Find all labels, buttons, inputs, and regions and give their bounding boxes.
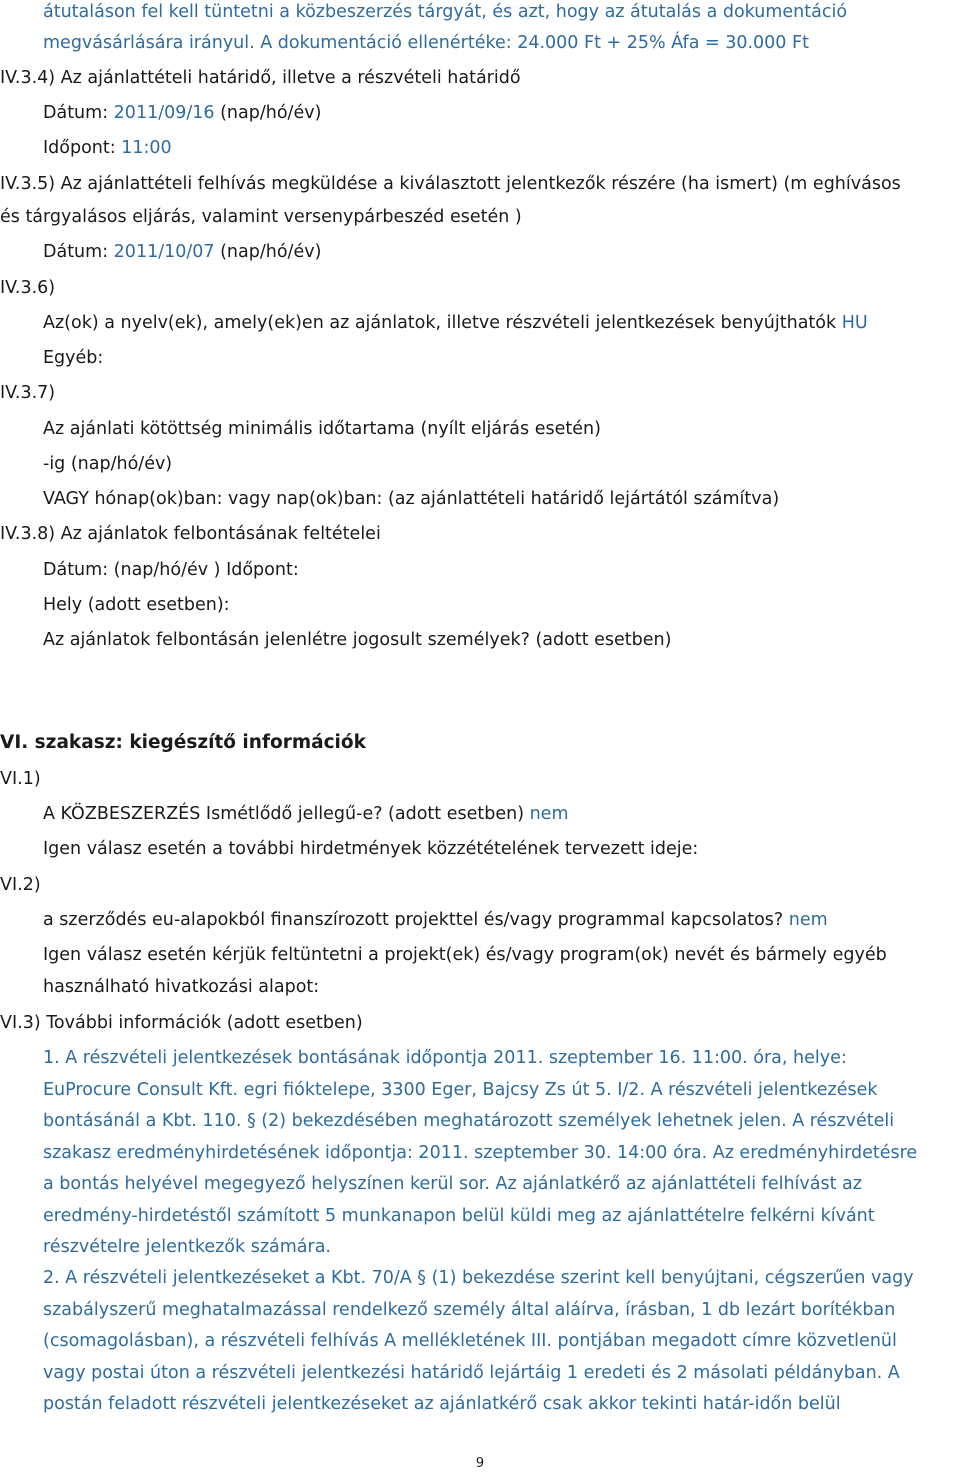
additional-info-line-4: szakasz eredményhirdetésének időpontja: 2011. szeptember 30. 14:00 óra. Az eredményhirdetésre (43, 1143, 918, 1163)
additional-info-line-6: eredmény-hirdetéstől számított 5 munkanapon belül küldi meg az ajánlattételre felkérni kívánt (43, 1206, 875, 1226)
binding-period-date: -ig (nap/hó/év) (43, 454, 173, 474)
section-vi-2-heading: VI.2) (0, 875, 41, 895)
deadline-date-row (43, 101, 321, 125)
eu-funds-question-row (43, 908, 828, 932)
additional-info-line-2: EuProcure Consult Kft. egri fióktelepe, 3300 Eger, Bajcsy Zs út 5. I/2. A részvételi jelentkezések (43, 1080, 878, 1100)
additional-info-line-9: szabályszerű meghatalmazással rendelkező személy által aláírva, írásban, 1 db lezárt borítékban (43, 1300, 896, 1320)
section-vi-3-heading: VI.3) További információk (adott esetben) (0, 1013, 363, 1033)
section-vi-heading: VI. szakasz: kiegészítő információk (0, 732, 366, 753)
page-number: 9 (475, 1456, 485, 1471)
languages-row (43, 311, 868, 335)
payment-text-line-2: megvásárlására irányul. A dokumentáció ellenértéke: 24.000 Ft + 25% Áfa = 30.000 Ft (43, 33, 809, 53)
eu-funds-followup-line-1: Igen válasz esetén kérjük feltüntetni a projekt(ek) és/vagy program(ok) nevét és bármely egyéb (43, 945, 887, 965)
languages-label: Az(ok) a nyelv(ek), amely(ek)en az ajánlatok, illetve részvételi jelentkezések benyújthatók (43, 313, 842, 333)
eu-funds-followup-line-2: használható hivatkozási alapot: (43, 977, 320, 997)
recurring-question: A KÖZBESZERZÉS Ismétlődő jellegű-e? (adott esetben) (43, 804, 530, 824)
deadline-time-value: 11:00 (121, 138, 172, 158)
section-iv-3-5-heading-cont: és tárgyalásos eljárás, valamint versenypárbeszéd esetén ) (0, 207, 522, 227)
deadline-time-row (43, 136, 172, 160)
languages-value: HU (841, 313, 868, 333)
payment-text-line-1: átutaláson fel kell tüntetni a közbeszerzés tárgyát, és azt, hogy az átutalás a dokumentáció (43, 2, 848, 22)
binding-period-months-days: VAGY hónap(ok)ban: vagy nap(ok)ban: (az ajánlattételi határidő lejártától számítva) (43, 489, 780, 509)
section-iv-3-4-heading: IV.3.4) Az ajánlattételi határidő, illetve a részvételi határidő (0, 68, 521, 88)
other-language-label: Egyéb: (43, 348, 104, 368)
eu-funds-answer: nem (788, 910, 828, 930)
eu-funds-question: a szerződés eu-alapokból finanszírozott projekttel és/vagy programmal kapcsolatos? (43, 910, 789, 930)
binding-period-label: Az ajánlati kötöttség minimális időtartama (nyílt eljárás esetén) (43, 419, 601, 439)
section-iv-3-6-heading: IV.3.6) (0, 278, 56, 298)
recurring-followup: Igen válasz esetén a további hirdetmények közzétételének tervezett ideje: (43, 839, 699, 859)
additional-info-line-10: (csomagolásban), a részvételi felhívás A mellékletének III. pontjában megadott címre közvetlenül (43, 1331, 897, 1351)
deadline-date-value: 2011/09/16 (113, 103, 215, 123)
opening-attendees: Az ajánlatok felbontásán jelenlétre jogosult személyek? (adott esetben) (43, 630, 672, 650)
section-iv-3-5-heading: IV.3.5) Az ajánlattételi felhívás megküldése a kiválasztott jelentkezők részére (ha ismert) (m eghívásos (0, 174, 901, 194)
invitation-date-row (43, 240, 321, 264)
date-format-note: (nap/hó/év) (214, 103, 322, 123)
date-label: Dátum: (43, 242, 114, 262)
additional-info-line-1: 1. A részvételi jelentkezések bontásának időpontja 2011. szeptember 16. 11:00. óra, helye: (43, 1048, 847, 1068)
additional-info-line-8: 2. A részvételi jelentkezéseket a Kbt. 70/A § (1) bekezdése szerint kell benyújtani, cégszerűen vagy (43, 1268, 914, 1288)
additional-info-line-11: vagy postai úton a részvételi jelentkezési határidő lejártáig 1 eredeti és 2 másolati példányban. A (43, 1363, 900, 1383)
additional-info-line-3: bontásánál a Kbt. 110. § (2) bekezdésében meghatározott személyek lehetnek jelen. A részvételi (43, 1111, 895, 1131)
recurring-question-row (43, 802, 569, 826)
additional-info-line-12: postán feladott részvételi jelentkezéseket az ajánlatkérő csak akkor tekinti határ-időn belül (43, 1394, 841, 1414)
opening-place: Hely (adott esetben): (43, 595, 230, 615)
section-iv-3-7-heading: IV.3.7) (0, 383, 56, 403)
invitation-date-value: 2011/10/07 (113, 242, 215, 262)
recurring-answer: nem (529, 804, 569, 824)
date-format-note: (nap/hó/év) (214, 242, 322, 262)
additional-info-line-7: részvételre jelentkezők számára. (43, 1237, 331, 1257)
opening-date-time: Dátum: (nap/hó/év ) Időpont: (43, 560, 299, 580)
section-iv-3-8-heading: IV.3.8) Az ajánlatok felbontásának feltételei (0, 524, 381, 544)
section-vi-1-heading: VI.1) (0, 769, 41, 789)
time-label: Időpont: (43, 138, 122, 158)
additional-info-line-5: a bontás helyével megegyező helyszínen kerül sor. Az ajánlatkérő az ajánlattételi felhívást az (43, 1174, 862, 1194)
date-label: Dátum: (43, 103, 114, 123)
